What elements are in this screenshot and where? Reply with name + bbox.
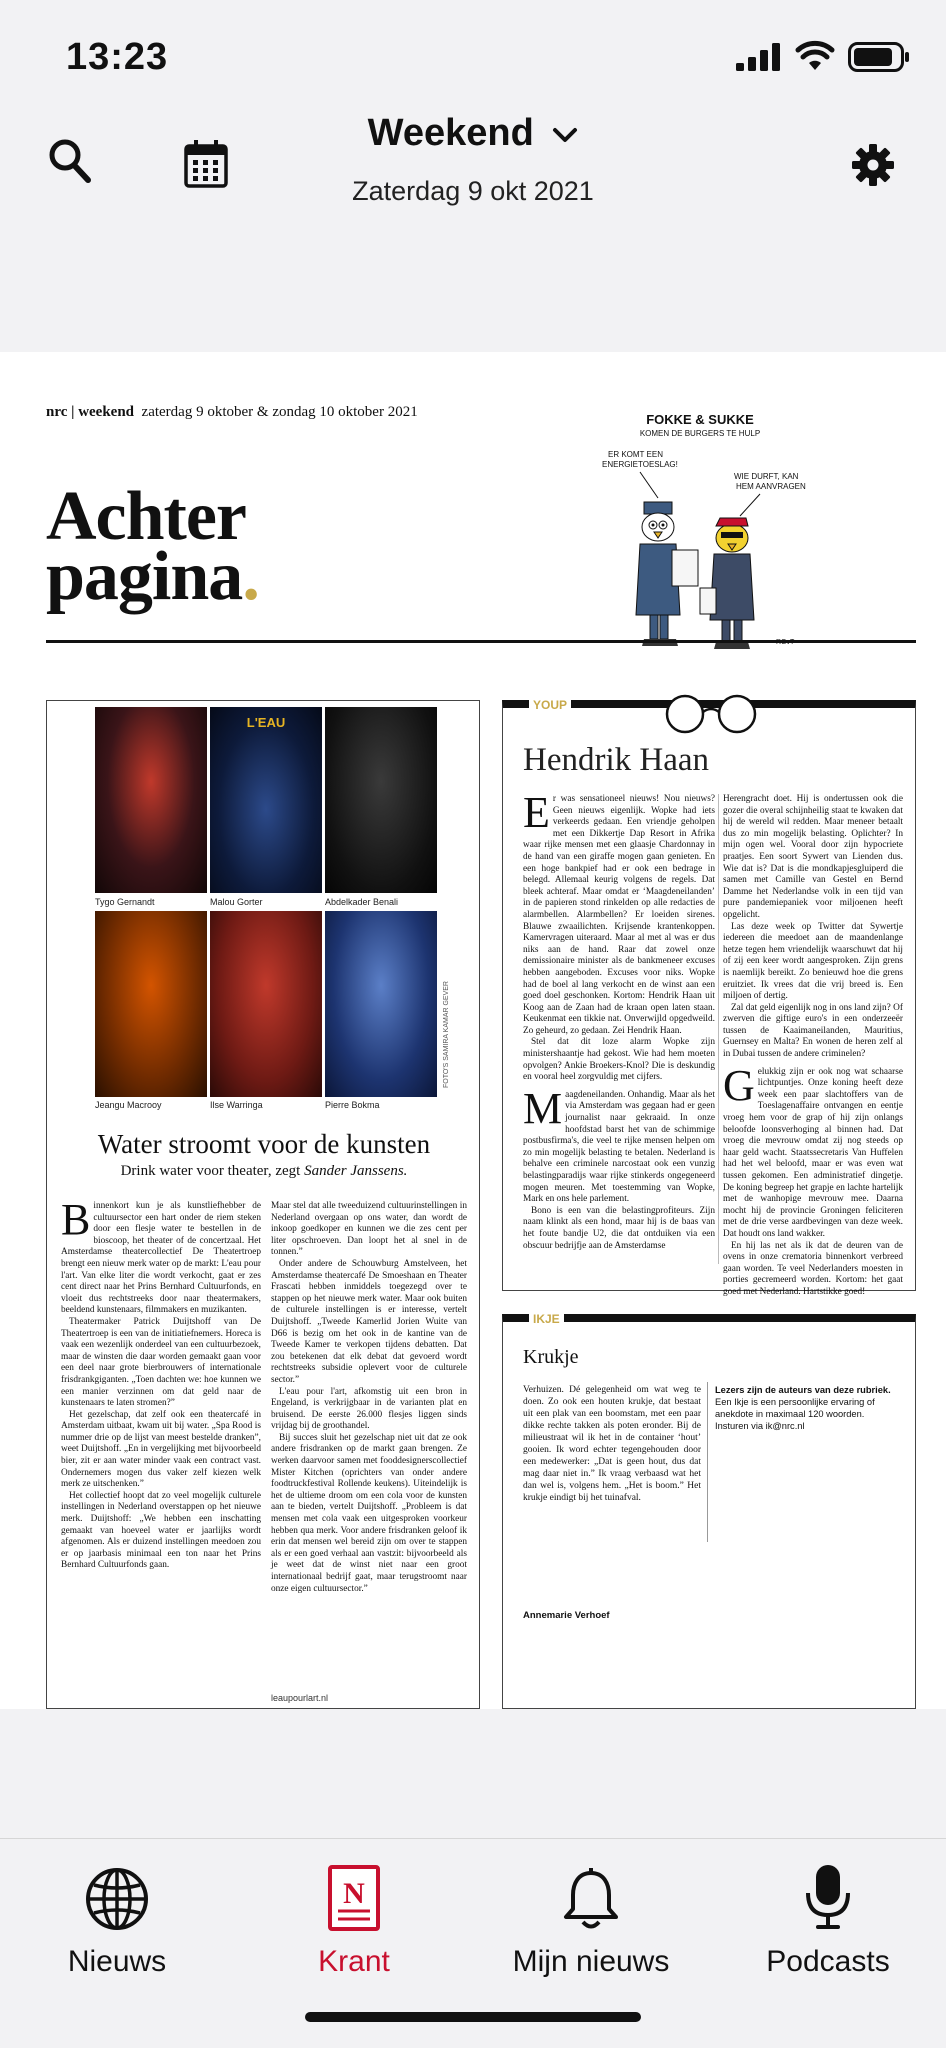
tab-podcasts[interactable] [718, 1839, 938, 1979]
home-indicator[interactable] [305, 2012, 641, 2022]
dropcap: M [523, 1083, 563, 1133]
chevron-down-icon [552, 127, 578, 143]
tab-label: Podcasts [766, 1945, 890, 1978]
caption-5: Ilse Warringa [210, 1100, 263, 1110]
youp-tag: YOUP [529, 698, 571, 712]
ikje-note-bold: Lezers zijn de auteurs van deze rubriek. [715, 1385, 891, 1395]
youp-title: Hendrik Haan [523, 742, 710, 778]
microphone-icon [804, 1863, 852, 1931]
page-title-line1: Achter [46, 478, 247, 555]
dateline-brand: nrc | weekend [46, 404, 135, 420]
column-divider [707, 1382, 708, 1542]
tab-label: Krant [318, 1945, 390, 1978]
page-dateline [46, 404, 418, 421]
section-title: Weekend [367, 112, 534, 154]
wifi-icon [796, 43, 834, 71]
paragraph: elukkig zijn er ook nog wat schaarse lichtpuntjes. Onze koning heeft deze week een paar slachtoffers van de Toeslagenaffaire ontvangen en eentje vroeg hem voor de grap of hij zijn onlangs beloofde loonsverhoging al binnen had. Dat vroeg die mevrouw omdat zij nog steeds op haar geld wacht. Staatssecretaris Van Huffelen had het wel beloofd, maar er was even wat tussen gekomen. Een administratief dingetje. De koning begreep het grapje en lachte hartelijk met de wanhopige mevrouw mee. Daarna mocht hij de provincie Groningen feliciteren met de drie verse aardbevingen van deze week. Dat houdt ons land wakker. [723, 1066, 903, 1239]
photo-ilse-warringa [210, 911, 322, 1097]
signal-icon [736, 43, 782, 71]
dropcap: B [61, 1195, 91, 1244]
dateline-date: zaterdag 9 oktober & zondag 10 oktober 2021 [141, 404, 418, 420]
youp-column[interactable] [502, 698, 916, 1297]
photo-abdelkader-benali [325, 707, 437, 893]
dropcap: G [723, 1060, 755, 1110]
article-headline: Water stroomt voor de kunsten [97, 1129, 431, 1159]
cartoon-bubble-left-1: ER KOMT EEN [608, 450, 663, 459]
battery-icon [848, 42, 910, 72]
paragraph: Onder andere de Schouwburg Amstelveen, het Amsterdamse theatercafé De Smoeshaan en Theater Frascati hebben inmiddels toegezegd over te stappen op het nieuwe merk water. Maar ook buiten de culturele instellingen is er interesse, vertelt Duijtshoff. „Tweede Kamerlid Jorien Wuite van D66 is bezig om het ook in de kantine van de Tweede Kamer te verkopen tijdens debatten. Dat zou betekenen dat elk debat dat gevoerd wordt rechtstreeks subsidie oplevert voor de culturele sector.” [271, 1258, 467, 1385]
section-selector[interactable] [0, 112, 946, 155]
paragraph: En hij las net als ik dat de deuren van de ovens in onze crematoria binnenkort verbreed gaan worden. Te veel Nederlanders moesten in porties gecremeerd worden. Kortom: het gaat goed met Nederland. Hartstikke goed! [723, 1240, 903, 1297]
tab-label: Nieuws [67, 1945, 167, 1978]
caption-3: Abdelkader Benali [325, 897, 399, 907]
ikje-note [715, 1384, 895, 1432]
caption-2: Malou Gorter [210, 897, 263, 907]
paragraph: Bono is een van die belastingprofiteurs. Zijn naam klinkt als een hond, maar hij is de baas van het foute bandje U2, die dat ontduiken via een obscuur bedrijfje aan de Amsterdamse [523, 1205, 715, 1251]
cartoon-bubble-right-1: WIE DURFT, KAN [734, 472, 799, 481]
cartoon-bubble-left-2: ENERGIETOESLAG! [602, 460, 678, 469]
cartoon-subtitle: KOMEN DE BURGERS TE HULP [639, 429, 761, 438]
globe-icon [85, 1867, 149, 1931]
cartoon-bubble-right-2: HEM AANVRAGEN [736, 482, 806, 491]
status-icons [736, 42, 910, 72]
tab-nieuws[interactable] [7, 1839, 227, 1979]
youp-column-2 [723, 794, 903, 1297]
page-title-dot: . [242, 538, 259, 615]
photo-label: L'EAU [246, 715, 286, 730]
paragraph: Herengracht doet. Hij is ondertussen ook die gozer die overal schijnheilig staat te kwaken dat hij de wereld wil redden. Maar meneer betaalt dus zo min mogelijk belasting. Oplichter? In mijn ogen wel. Vooral door zijn hypocriete praatjes. Een soort Sywert van Lienden dus. Wie dat is? Dat is die mondkapjesgluiperd die samen met Camille van Gestel en Bernd Damme het Nederlandse volk in een tijd van pure pandemiepaniek voor miljoenen heeft opgelicht. [723, 794, 903, 920]
glasses-icon [663, 694, 759, 734]
paragraph: Stel dat dit loze alarm Wopke zijn ministershaantje had gekost. Wie had hem moeten opvolgen? Ankie Broekers-Knol? Die is deskundig en vooral heel zorgvuldig met cijfers. [523, 1037, 715, 1083]
photo-pierre-bokma [325, 911, 437, 1097]
paragraph: Las deze week op Twitter dat Sywertje iedereen die meedoet aan de maandenlange hetze tegen hem vriendelijk waarschuwt dat hij of zij een keer wordt aangesproken. Zijn grens is naemlijk bereikt. Zo benieuwd hoe die grens eruitziet. Ik vrees dat die vrij breed is. Een miljoen of dertig. [723, 921, 903, 1002]
tab-label: Mijn nieuws [512, 1945, 670, 1978]
paragraph: Theatermaker Patrick Duijtshoff van De Theatertroep is een van de initiatiefnemers. Horeca is vaak een wezenlijk onderdeel van een cultuurbezoek, maar de winsten die daar worden gemaakt gaan voor een deel naar grote bierbrouwers of internationale frisdrankgiganten. „Toen dachten we: hoe kunnen we een manier verzinnen om dat geld naar de kunstenaars te laten stromen?” [61, 1316, 261, 1409]
paragraph: Het collectief hoopt dat zo veel mogelijk culturele instellingen in Nederland overstappen op het nieuwe merk. Duijtshoff: „We hebben een inschatting gemaakt van hoeveel water er jaarlijks wordt afgenomen. Als er duizend instellingen meedoen zou er op jaarbasis minimaal een ton naar het Prins Bernhard Cultuurfonds gaan. [61, 1490, 261, 1571]
photo-jeangu-macrooy [95, 911, 207, 1097]
main-article[interactable] [46, 700, 480, 1709]
page-title [46, 478, 259, 615]
ikje-tag: IKJE [529, 1312, 564, 1326]
paragraph: Het gezelschap, dat zelf ook een theatercafé in Amsterdam uitbaat, kwam uit bij water. „Spa Rood is nummer drie op de lijst van meest bestelde dranken”, weet Duijtshoff. „En in vergelijking met bijvoorbeeld bier, zit er aan water minder vaak een contract vast. Ondernemers mogen dus vaker zelf kiezen welk merk ze uitschenken.” [61, 1409, 261, 1490]
paragraph: r was sensationeel nieuws! Nou nieuws? Geen nieuws eigenlijk. Wopke had iets verkeerds gedaan. Een vriendje geholpen met een Dikkertje Dap Resort in Afrika waar rijke mensen met een glaasje Chardonnay in de hand van een giraffe mogen gaan genieten. En een hoge bankpief had er ook een bedrage in belegd. Allemaal keurig volgens de regels. Dat bleek achteraf. Maar omdat er ‘Maagdeneilanden’ in de papieren stond rinkelden op alle redacties de alarmbellen. Alarmbellen? Er loeiden sirenes. Blauwe zwaailichten. Krijsende krantenkoppen. Kamervragen uiteraard. Maar al met al was er dus niks aan de hand. Raar dat zowel onze demissionaire minister als de bankmeneer excuses hebben aangeboden. Excuses voor niks. Wopke had de boel al lang verkocht en de winst aan een goed doel geschonken. Kortom: Hendrik Haan uit Koog aan de Zaan had de kraan open laten staan. Keukenmat een tikkie nat. Onverwijld opgedweild. Zo geheurd, zo gedaan. Zei Hendrik Haan. [523, 794, 715, 1036]
photo-malou-gorter [210, 707, 322, 893]
dropcap: E [523, 788, 550, 837]
subhead-text: Drink water voor theater, zegt [120, 1163, 305, 1179]
paragraph: Maar stel dat alle tweeduizend cultuurinstellingen in Nederland overgaan op ons water, dan wordt de inkoop goedkoper en kunnen we die zes cent per liter opschroeven. Dan loopt het al snel in de tonnen.” [271, 1201, 467, 1258]
youp-column-1 [523, 788, 715, 1284]
edition-date: Zaterdag 9 okt 2021 [352, 176, 594, 206]
paragraph: innenkort kun je als kunstliefhebber de cultuursector een hart onder de riem steken door een flesje water te bestellen in de bioscoop, het theater of de concertzaal. Het Amsterdamse theatercollectief De Theatertroep brengt een nieuw merk water op de markt: L'eau pour l'art. Van elke liter die wordt verkocht, gaat er zes cent direct naar het Prins Bernhard Cultuurfonds, en vloeit dus rechtstreeks door naar theatermakers, beeldend kunstenaars, filmmakers en muzikanten. [61, 1201, 261, 1316]
photo-credit: FOTO'S SAMIRA KAMAR GEVER [443, 981, 450, 1089]
article-column-2 [271, 1201, 467, 1687]
tab-krant[interactable] [244, 1839, 464, 1979]
paragraph: Zal dat geld eigenlijk nog in ons land zijn? Of zwerven die giftige euro's in een onderzeeër tussen de Kaaimaneilanden, Mauritius, Guernsey en Malta? En wonen de heren zelf al in Dubai tussen de andere criminelen? [723, 1002, 903, 1060]
newspaper-icon [328, 1865, 380, 1931]
settings-button[interactable] [852, 144, 894, 186]
cartoon-title: FOKKE & SUKKE [646, 412, 754, 427]
bell-icon [561, 1867, 621, 1931]
ikje-note-text: Een Ikje is een persoonlijke ervaring of anekdote in maximaal 120 woorden. [715, 1397, 875, 1419]
column-divider [718, 794, 719, 1264]
paragraph: L'eau pour l'art, afkomstig uit een bron in Engeland, is verkrijgbaar in de varianten plat en bruisend. De eerste 26.000 flesjes liggen sinds vrijdag bij de groothandel. [271, 1386, 467, 1432]
page-title-line2: pagina [46, 538, 243, 615]
caption-4: Jeangu Macrooy [95, 1100, 162, 1110]
caption-1: Tygo Gernandt [95, 897, 155, 907]
ikje-note-submit: Insturen via ik@nrc.nl [715, 1421, 805, 1431]
caption-6: Pierre Bokma [325, 1100, 380, 1110]
photo-tygo-gernandt [95, 707, 207, 893]
header-rule [46, 640, 916, 643]
ikje-title: Krukje [523, 1346, 579, 1368]
article-subhead [47, 1163, 481, 1180]
article-link[interactable]: leaupourlart.nl [271, 1693, 329, 1703]
tab-mijn-nieuws[interactable] [481, 1839, 701, 1979]
article-column-1 [61, 1195, 261, 1691]
status-time: 13:23 [66, 36, 169, 78]
subhead-author: Sander Janssens. [304, 1163, 408, 1179]
paragraph: Bij succes sluit het gezelschap niet uit dat ze ook andere frisdranken op de markt gaan brengen. Ze werken daarvoor samen met fooddesignerscollectief Mister Kitchen (oprichters van onder andere foodtruckfestival Rollende keukens). Uiteindelijk is het de ultieme droom om een cola voor de kunsten aan te bieden, vertelt Duijtshoff. „Probleem is dat mensen met cola vaak een uitgesproken voorkeur hebben qua merk. Voor andere frisdranken geloof ik erin dat mensen wel bereid zijn om over te stappen als er een goed verhaal aan vastzit: bijvoorbeeld als je weet dat de winst niet naar een groot internationaal bedrijf gaat, maar terugstroomt naar onze eigen cultuursector.” [271, 1432, 467, 1594]
svg-text:N: N [343, 1877, 365, 1910]
ikje-author: Annemarie Verhoef [523, 1610, 610, 1621]
ikje-column[interactable] [502, 1314, 916, 1709]
ikje-body: Verhuizen. Dé gelegenheid om wat weg te doen. Zo ook een houten krukje, dat bestaat uit een plak van een boomstam, met een paar dikke rechte takken als poten eronder. Bij de milieustraat wil ik het in de container ‘hout’ gooien. Ik word echter tegengehouden door een medewerker: „Dat is geen hout, dus dat mag daar niet in.” Ik vraag verbaasd wat het dan wel is, volgens hem. „Het is boom.” Het krukje eindigt bij het tuinafval. [523, 1385, 701, 1503]
newspaper-page[interactable] [0, 352, 946, 1709]
paragraph: aagdeneilanden. Onhandig. Maar als het via Amsterdam was gegaan had er geen journalist naar gekraaid. In onze hoofdstad barst het van de schimmige postbusfirma's, die veel te rijke mensen helpen om zo min mogelijk belasting te betalen. Nederland is behalve een criminele narcostaat ook een vunzig belastingparadijs waar rijke stinkerds ongegeneerd mogen meuren. Met toestemming van Wopke, Mark en ons hele parlement. [523, 1089, 715, 1205]
gear-icon [852, 144, 894, 186]
